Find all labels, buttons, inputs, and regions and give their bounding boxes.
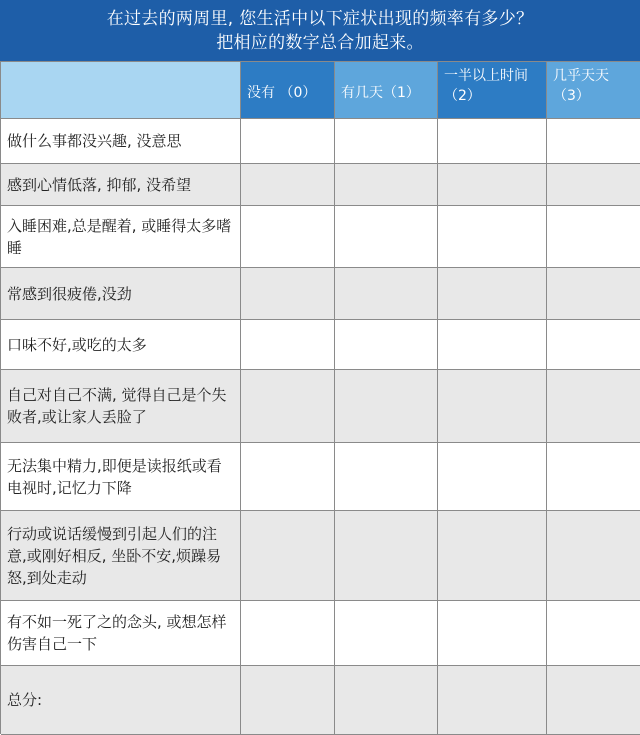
question-1: 做什么事都没兴趣, 没意思 (1, 119, 241, 164)
answer-q1-1[interactable] (335, 119, 438, 164)
header-col-3: 几乎天天（3） (547, 62, 640, 119)
answer-q6-3[interactable] (547, 370, 640, 443)
answer-q3-2[interactable] (438, 206, 547, 268)
answer-q9-2[interactable] (438, 601, 547, 666)
answer-q5-0[interactable] (241, 320, 335, 370)
answer-q8-1[interactable] (335, 511, 438, 601)
total-col-0[interactable] (241, 666, 335, 735)
answer-q5-1[interactable] (335, 320, 438, 370)
answer-q4-1[interactable] (335, 268, 438, 320)
answer-q4-0[interactable] (241, 268, 335, 320)
header-blank (1, 62, 241, 119)
answer-q9-3[interactable] (547, 601, 640, 666)
answer-q5-2[interactable] (438, 320, 547, 370)
answer-q7-3[interactable] (547, 443, 640, 511)
answer-q1-0[interactable] (241, 119, 335, 164)
answer-q6-1[interactable] (335, 370, 438, 443)
question-5: 口味不好,或吃的太多 (1, 320, 241, 370)
answer-q6-2[interactable] (438, 370, 547, 443)
answer-q2-1[interactable] (335, 164, 438, 206)
answer-q8-0[interactable] (241, 511, 335, 601)
answer-q6-0[interactable] (241, 370, 335, 443)
total-col-2[interactable] (438, 666, 547, 735)
total-col-3[interactable] (547, 666, 640, 735)
answer-q2-0[interactable] (241, 164, 335, 206)
answer-q8-3[interactable] (547, 511, 640, 601)
header-col-0: 没有 （0） (241, 62, 335, 119)
questionnaire-title (0, 0, 640, 61)
total-col-1[interactable] (335, 666, 438, 735)
answer-q3-0[interactable] (241, 206, 335, 268)
question-9: 有不如一死了之的念头, 或想怎样伤害自己一下 (1, 601, 241, 666)
answer-q3-1[interactable] (335, 206, 438, 268)
answer-q1-3[interactable] (547, 119, 640, 164)
score-table (0, 61, 640, 734)
answer-q7-0[interactable] (241, 443, 335, 511)
question-4: 常感到很疲倦,没劲 (1, 268, 241, 320)
answer-q7-1[interactable] (335, 443, 438, 511)
answer-q4-3[interactable] (547, 268, 640, 320)
question-6: 自己对自己不满, 觉得自己是个失败者,或让家人丢脸了 (1, 370, 241, 443)
answer-q4-2[interactable] (438, 268, 547, 320)
answer-q1-2[interactable] (438, 119, 547, 164)
question-8: 行动或说话缓慢到引起人们的注意,或刚好相反, 坐卧不安,烦躁易怒,到处走动 (1, 511, 241, 601)
answer-q9-0[interactable] (241, 601, 335, 666)
title-line-1: 在过去的两周里, 您生活中以下症状出现的频率有多少？ (106, 8, 534, 29)
question-7: 无法集中精力,即便是读报纸或看电视时,记忆力下降 (1, 443, 241, 511)
header-col-2: 一半以上时间（2） (438, 62, 547, 119)
header-col-1: 有几天（1） (335, 62, 438, 119)
answer-q8-2[interactable] (438, 511, 547, 601)
answer-q5-3[interactable] (547, 320, 640, 370)
title-line-2: 把相应的数字总合加起来。 (216, 32, 424, 53)
answer-q9-1[interactable] (335, 601, 438, 666)
answer-q2-2[interactable] (438, 164, 547, 206)
question-3: 入睡困难,总是醒着, 或睡得太多嗜睡 (1, 206, 241, 268)
answer-q3-3[interactable] (547, 206, 640, 268)
total-label: 总分: (1, 666, 241, 735)
answer-q2-3[interactable] (547, 164, 640, 206)
answer-q7-2[interactable] (438, 443, 547, 511)
question-2: 感到心情低落, 抑郁, 没希望 (1, 164, 241, 206)
